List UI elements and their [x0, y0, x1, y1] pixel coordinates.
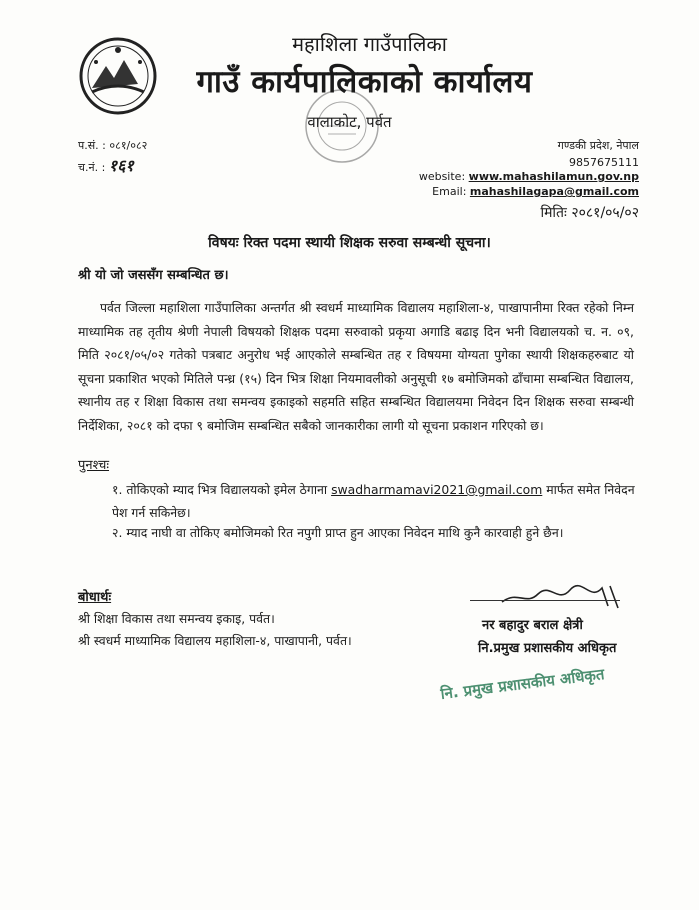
cc-item: श्री स्वधर्म माध्यामिक विद्यालय महाशिला-४, पाखापानी, पर्वत।: [78, 633, 352, 648]
issue-date: मितिः २०८१/०५/०२: [540, 205, 639, 221]
school-email-link[interactable]: swadharmamavi2021@gmail.com: [331, 482, 543, 497]
official-stamp: नि. प्रमुख प्रशासकीय अधिकृत: [439, 665, 606, 703]
website: [419, 170, 639, 183]
notice-body: पर्वत जिल्ला महाशिला गाउँपालिका अन्तर्गत श्री स्वधर्म माध्यामिक विद्यालय महाशिला-४, पाखापानीमा रिक्त रहेको निम्न माध्यामिक तह तृतीय श्रेणी नेपाली विषयको शिक्षक पदमा सरुवाको प्रकृया अगाडि बढाइ दिन भनी विद्यालयको च. न. ०९, मिति २०८१/०५/०२ गतेको पत्रबाट अनुरोध भई आएकोले सम्बन्धित तह र विषयमा योग्यता पुगेका स्थायी शिक्षकहरुबाट यो सूचना प्रकाशित भएको मितिले पन्ध्र (१५) दिन भित्र शिक्षा नियमावलीको अनुसूची १७ बमोजिमको ढाँचामा सम्बन्धित विद्यालय, स्थानीय तह र शिक्षा विकास तथा समन्वय इकाइको सहमति सहित सम्बन्धित विद्यालयमा निवेदन दिन शिक्षक सरुवा सम्बन्धी निर्देशिका, २०८१ को दफा ९ बमोजिम सम्बन्धित सबैको जानकारीका लागी यो सूचना प्रकाशन गरिएको छ।: [78, 300, 634, 433]
signature-icon: [498, 580, 628, 610]
website-link[interactable]: www.mahashilamun.gov.np: [468, 170, 639, 183]
salutation: श्री यो जो जससँग सम्बन्धित छ।: [78, 268, 229, 283]
website-label: website:: [418, 170, 469, 183]
postscript-item-1-pre: १. तोकिएको म्याद भित्र विद्यालयको इमेल ठेगाना: [112, 482, 332, 497]
municipality-name: महाशिला गाउँपालिका: [292, 32, 447, 56]
signatory-title: नि.प्रमुख प्रशासकीय अधिकृत: [478, 641, 617, 656]
phone-number: 9857675111: [569, 156, 639, 169]
cc-item: श्री शिक्षा विकास तथा समन्वय इकाइ, पर्वत।: [78, 611, 275, 626]
signatory-name: नर बहादुर बराल क्षेत्री: [482, 618, 583, 633]
office-address: वालाकोट, पर्वत: [307, 113, 392, 131]
dispatch-number: [78, 154, 134, 176]
subject-line: विषयः रिक्त पदमा स्थायी शिक्षक सरुवा सम्बन्धी सूचना।: [208, 235, 491, 251]
office-name: गाउँ कार्यपालिकाको कार्यालय: [196, 64, 533, 100]
province: गण्डकी प्रदेश, नेपाल: [557, 139, 639, 152]
postscript-heading: पुनश्चः: [78, 458, 110, 473]
reference-number: प.सं. : ०८१/०८२: [78, 139, 148, 152]
email-label: Email:: [432, 185, 470, 198]
cc-heading: बोधार्थः: [78, 590, 112, 605]
dispatch-value: १६१: [108, 156, 134, 175]
dispatch-label: च.नं. :: [78, 161, 109, 174]
postscript-item-1: [112, 478, 637, 524]
postscript-item-2: २. म्याद नाघी वा तोकिए बमोजिमको रित नपुगी प्राप्त हुन आएका निवेदन माथि कुनै कारवाही हुने छैन।: [112, 525, 564, 540]
postscript-item-1-post: मार्फत समेत निवेदन पेश गर्न सकिनेछ।: [112, 482, 635, 520]
email-link[interactable]: mahashilagapa@gmail.com: [469, 185, 639, 198]
email: [432, 185, 639, 198]
signature-line: [470, 600, 620, 601]
